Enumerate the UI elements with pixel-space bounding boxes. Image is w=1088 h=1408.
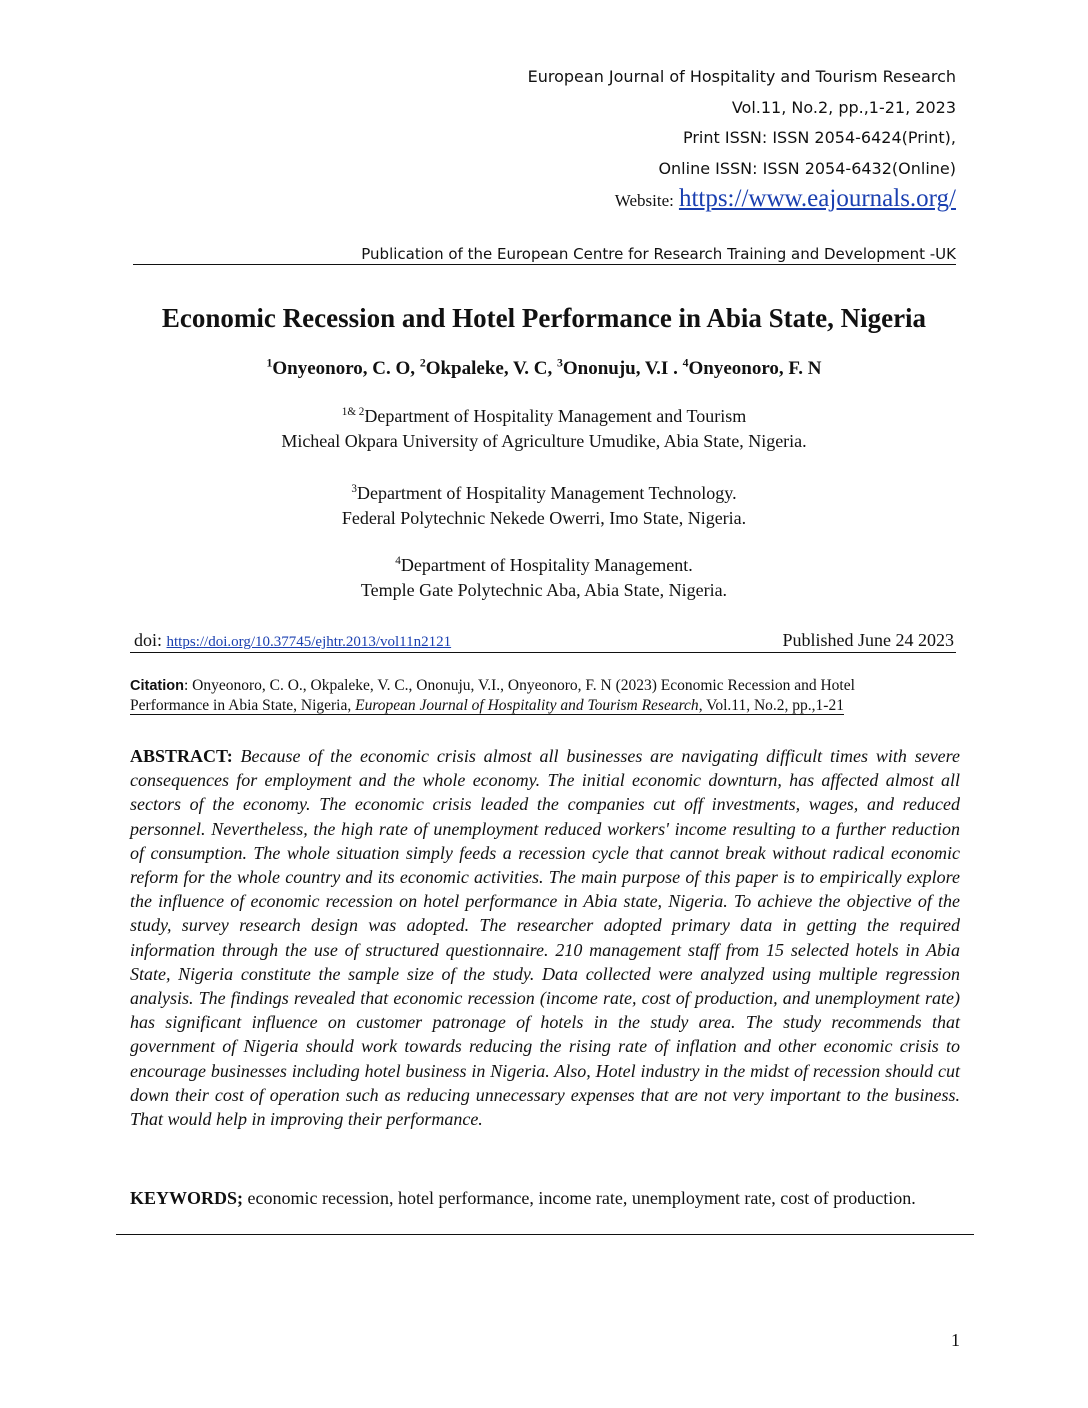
website-label: Website: — [614, 191, 674, 210]
keywords-label: KEYWORDS; — [130, 1188, 244, 1208]
website-line — [130, 184, 956, 217]
citation — [130, 676, 960, 716]
doi-row — [130, 628, 956, 653]
page-number: 1 — [951, 1330, 960, 1350]
author-2: Okpaleke, V. C, — [425, 358, 557, 379]
keywords — [130, 1186, 962, 1210]
affiliation-1-dept: Department of Hospitality Management and Tourism — [364, 406, 747, 426]
author-list — [100, 356, 988, 382]
affiliation-3-dept: Department of Hospitality Management. — [400, 555, 693, 575]
published-date: Published June 24 2023 — [782, 630, 954, 650]
doi-label: doi: — [134, 630, 167, 650]
affiliation-1 — [100, 404, 988, 454]
author-2-marker: 2 — [419, 356, 426, 370]
doi-link[interactable]: https://doi.org/10.37745/ejhtr.2013/vol11n2121 — [166, 634, 452, 650]
author-3-marker: 3 — [556, 356, 563, 370]
affiliation-2-marker: 3 — [351, 483, 357, 495]
abstract-divider — [116, 1234, 974, 1235]
affiliation-3-institution: Temple Gate Polytechnic Aba, Abia State, Nigeria. — [360, 580, 728, 600]
citation-journal: European Journal of Hospitality and Tourism Research — [355, 697, 699, 714]
author-1: Onyeonoro, C. O, — [272, 358, 420, 379]
affiliation-1-marker: 1& 2 — [341, 406, 365, 418]
citation-text-3: , Vol.11, No.2, pp.,1-21 — [698, 697, 844, 714]
print-issn: Print ISSN: ISSN 2054-6424(Print), — [682, 128, 956, 147]
citation-label: Citation — [130, 678, 184, 694]
affiliation-2-institution: Federal Polytechnic Nekede Owerri, Imo State, Nigeria. — [341, 508, 747, 528]
website-link[interactable]: https://www.eajournals.org/ — [678, 185, 956, 212]
author-4-marker: 4 — [682, 356, 689, 370]
doi — [134, 628, 451, 654]
abstract-label: ABSTRACT: — [130, 746, 241, 766]
affiliation-3 — [100, 553, 988, 603]
abstract — [130, 744, 960, 1131]
journal-name: European Journal of Hospitality and Tourism Research — [527, 67, 956, 86]
affiliation-2 — [100, 481, 988, 531]
publisher-line: Publication of the European Centre for Research Training and Development -UK — [133, 244, 956, 265]
affiliation-2-dept: Department of Hospitality Management Technology. — [356, 483, 737, 503]
author-4: Onyeonoro, F. N — [688, 358, 822, 379]
paper-title: Economic Recession and Hotel Performance in Abia State, Nigeria — [161, 303, 927, 333]
author-3: Ononuju, V.I . — [562, 358, 683, 379]
keywords-text: economic recession, hotel performance, income rate, unemployment rate, cost of production. — [243, 1188, 916, 1208]
abstract-text: Because of the economic crisis almost all businesses are navigating difficult times with severe consequences for employment and the whole economy. The initial economic downturn, has affected almost all sectors of the economy. The economic crisis leaded the companies cut off investments, wages, and reduced personnel. Nevertheless, the high rate of unemployment reduced workers' income resulting to a further reduction of consumption. The whole situation simply feeds a recession cycle that cannot break without radical economic reform for the whole country and its economic activities. The main purpose of this paper is to empirically explore the influence of economic recession on hotel performance in Abia state, Nigeria. To achieve the objective of the study, survey research design was adopted. The researcher adopted primary data in getting the required information through the use of structured questionnaire. 210 management staff from 15 selected hotels in Abia State, Nigeria constitute the sample size of the study. Data collected were analyzed using multiple regression analysis. The findings revealed that economic recession (income rate, cost of production, and unemployment rate) has significant influence on customer patronage of hotels in the study area. The study recommends that government of Nigeria should work towards reducing the rising rate of inflation and other economic crisis to encourage businesses including hotel business in Nigeria. Also, Hotel industry in the midst of recession should cut down their cost of operation such as reducing unnecessary expenses that are not very important to the business. That would help in improving their performance. — [130, 746, 960, 1130]
journal-volume: Vol.11, No.2, pp.,1-21, 2023 — [731, 97, 956, 117]
citation-line-2 — [130, 697, 844, 715]
affiliation-1-institution: Micheal Okpara University of Agriculture Umudike, Abia State, Nigeria. — [281, 431, 807, 451]
citation-text-2: Performance in Abia State, Nigeria, — [130, 697, 356, 714]
affiliation-3-marker: 4 — [395, 555, 401, 567]
citation-text-1: : Onyeonoro, C. O., Okpaleke, V. C., Ononuju, V.I., Onyeonoro, F. N (2023) Economic Recession and Hotel — [183, 677, 855, 694]
online-issn: Online ISSN: ISSN 2054-6432(Online) — [658, 158, 956, 178]
journal-header — [130, 62, 956, 217]
author-1-marker: 1 — [266, 356, 273, 370]
